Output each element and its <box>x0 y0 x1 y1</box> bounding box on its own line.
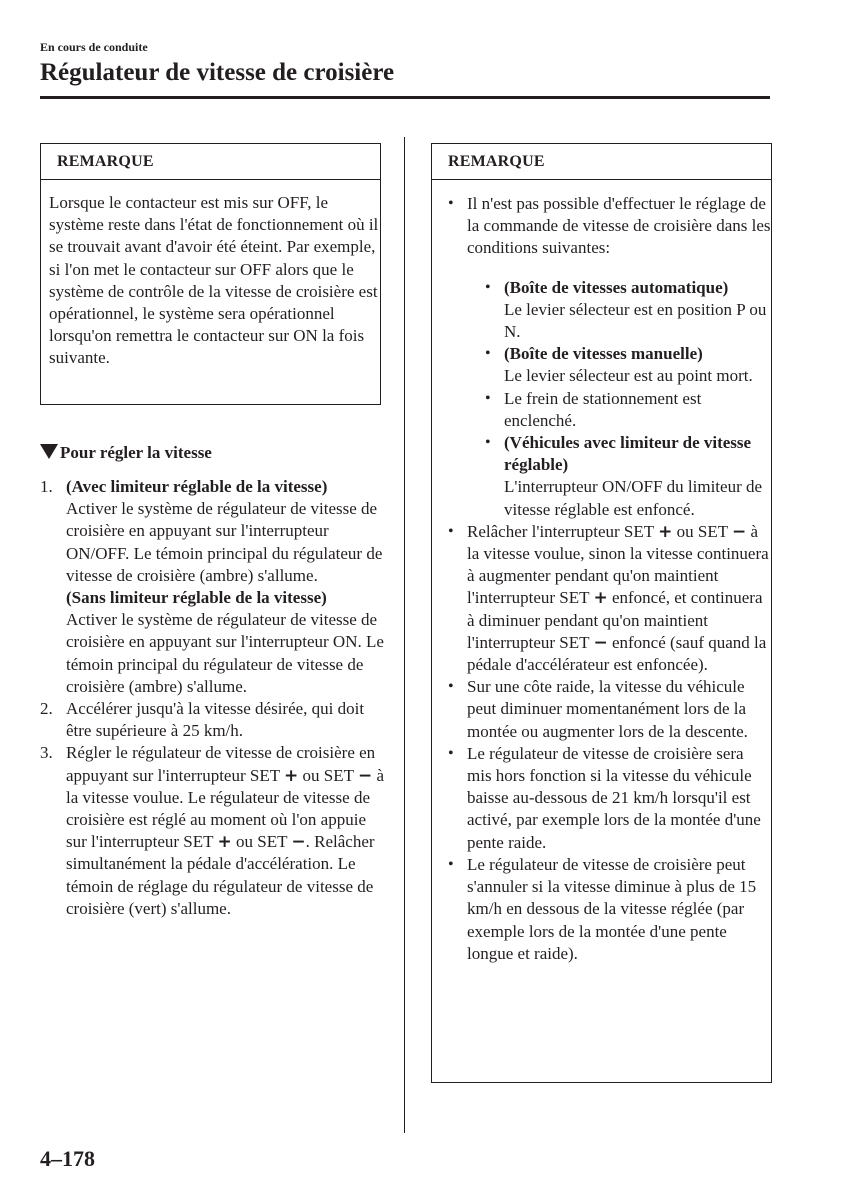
list-item-text: Le régulateur de vitesse de croisière peut s'annuler si la vitesse diminue à plus de 15 km/h en dessous de la vitesse réglée (par exemple lors de la montée d'une pente longue et raide). <box>467 854 757 963</box>
step-text-part: Régler le régulateur de vitesse de croisière en appuyant sur l'interrupteur SET <box>66 743 376 785</box>
sub-list-item <box>483 432 771 521</box>
list-item <box>446 743 771 854</box>
bullet-icon: • <box>448 195 454 212</box>
list-item-text <box>467 521 771 676</box>
condition-title: (Véhicules avec limiteur de vitesse réglable) <box>504 433 752 475</box>
step-item <box>40 476 385 698</box>
plus-icon: + <box>658 521 673 542</box>
list-text-part: Relâcher l'interrupteur SET <box>467 521 654 541</box>
step-condition-title: (Avec limiteur réglable de la vitesse) <box>66 477 328 496</box>
minus-icon: − <box>593 632 608 653</box>
condition-text: L'interrupteur ON/OFF du limiteur de vitesse réglable est enfoncé. <box>504 477 763 519</box>
note-heading: REMARQUE <box>41 144 380 180</box>
step-list <box>40 476 385 920</box>
bullet-icon: • <box>448 855 454 873</box>
step-number: 2. <box>40 699 53 719</box>
step-number: 1. <box>40 477 53 496</box>
list-item-text: Sur une côte raide, la vitesse du véhicule peut diminuer momentanément lors de la montée ou augmenter lors de la descente. <box>467 677 748 741</box>
section-heading <box>40 441 212 465</box>
step-condition-title: (Sans limiteur réglable de la vitesse) <box>66 588 327 608</box>
condition-text: Le frein de stationnement est enclenché. <box>504 388 702 430</box>
step-text-part: ou SET <box>302 765 354 785</box>
page-title: Régulateur de vitesse de croisière <box>40 59 395 86</box>
sub-list <box>467 277 771 521</box>
list-item <box>446 521 771 676</box>
condition-text: Le levier sélecteur est en position P ou N. <box>504 299 767 342</box>
list-text-part: enfoncé (sauf quand la pédale d'accélérateur est enfoncée). <box>467 632 767 675</box>
down-triangle-icon <box>40 444 58 459</box>
minus-icon: − <box>357 765 373 786</box>
title-rule <box>40 96 770 99</box>
page-number: 4–178 <box>40 1146 95 1171</box>
list-text-part: enfoncé, et continuera à diminuer pendant qu'on maintient l'interrupteur SET <box>467 588 763 652</box>
step-text: Activer le système de régulateur de vitesse de croisière en appuyant sur l'interrupteur ON/OFF. Le témoin principal du régulateur de vitesse de croisière (ambre) s'allume. <box>66 499 383 585</box>
step-text: Activer le système de régulateur de vitesse de croisière en appuyant sur l'interrupteur ON. Le témoin principal du régulateur de vitesse de croisière (ambre) s'allume. <box>66 610 384 696</box>
list-item-text: Il n'est pas possible d'effectuer le réglage de la commande de vitesse de croisière dans les conditions suivantes: <box>467 194 771 258</box>
list-item-text: Le régulateur de vitesse de croisière sera mis hors fonction si la vitesse du véhicule baisse au-dessous de 21 km/h lorsqu'il est activé, par exemple lors de la montée d'une pente raide. <box>467 743 761 852</box>
bullet-icon: • <box>485 278 491 296</box>
condition-text: Le levier sélecteur est au point mort. <box>504 366 753 386</box>
bullet-icon: • <box>485 345 491 363</box>
section-label: En cours de conduite <box>40 40 148 54</box>
plus-icon: + <box>284 765 299 786</box>
step-text-part: ou SET <box>235 832 288 852</box>
step-item <box>40 698 385 742</box>
step-text: Accélérer jusqu'à la vitesse désirée, qui doit être supérieure à 25 km/h. <box>66 699 365 741</box>
condition-title: (Boîte de vitesses manuelle) <box>504 344 703 364</box>
bullet-icon: • <box>448 744 454 762</box>
plus-icon: + <box>593 588 608 609</box>
step-item <box>40 742 385 920</box>
list-text-part: à la vitesse voulue, sinon la vitesse continuera à augmenter pendant qu'on maintient l'interrupteur SET <box>467 521 769 608</box>
list-item <box>446 193 771 521</box>
bullet-icon: • <box>485 434 491 452</box>
sub-list-item <box>483 388 771 432</box>
list-item <box>446 854 771 965</box>
step-number: 3. <box>40 743 53 763</box>
column-divider <box>404 137 405 1133</box>
step-text-part: à la vitesse voulue. Le régulateur de vitesse de croisière est réglé au moment où l'on appuie sur l'interrupteur SET <box>66 765 385 852</box>
note-box-right <box>431 143 772 1083</box>
note-heading: REMARQUE <box>432 144 771 180</box>
list-item <box>446 676 771 743</box>
step-text <box>66 742 385 920</box>
bullet-icon: • <box>448 678 454 696</box>
bullet-icon: • <box>485 389 491 407</box>
note-text: Lorsque le contacteur est mis sur OFF, le système reste dans l'état de fonctionnement où il se trouvait avant d'avoir été éteint. Par exemple, si l'on met le contacteur sur OFF alors que le système de contrôle de la vitesse de croisière est opérationnel, le système sera opérationnel lorsqu'on remettra le contacteur sur ON la fois suivante. <box>49 193 379 368</box>
condition-title: (Boîte de vitesses automatique) <box>504 277 729 297</box>
list-text-part: ou SET <box>676 521 728 541</box>
note-box-left <box>40 143 381 405</box>
plus-icon: + <box>217 832 232 853</box>
step-text-part: . Relâcher simultanément la pédale d'accélération. Le témoin de réglage du régulateur de vitesse de croisière (vert) s'allume. <box>66 832 375 918</box>
sub-list-item <box>483 277 771 344</box>
section-heading-text: Pour régler la vitesse <box>60 443 212 462</box>
bullet-icon: • <box>448 522 454 540</box>
note-list <box>432 180 771 965</box>
sub-list-item <box>483 343 771 387</box>
minus-icon: − <box>732 521 747 542</box>
minus-icon: − <box>291 832 306 853</box>
